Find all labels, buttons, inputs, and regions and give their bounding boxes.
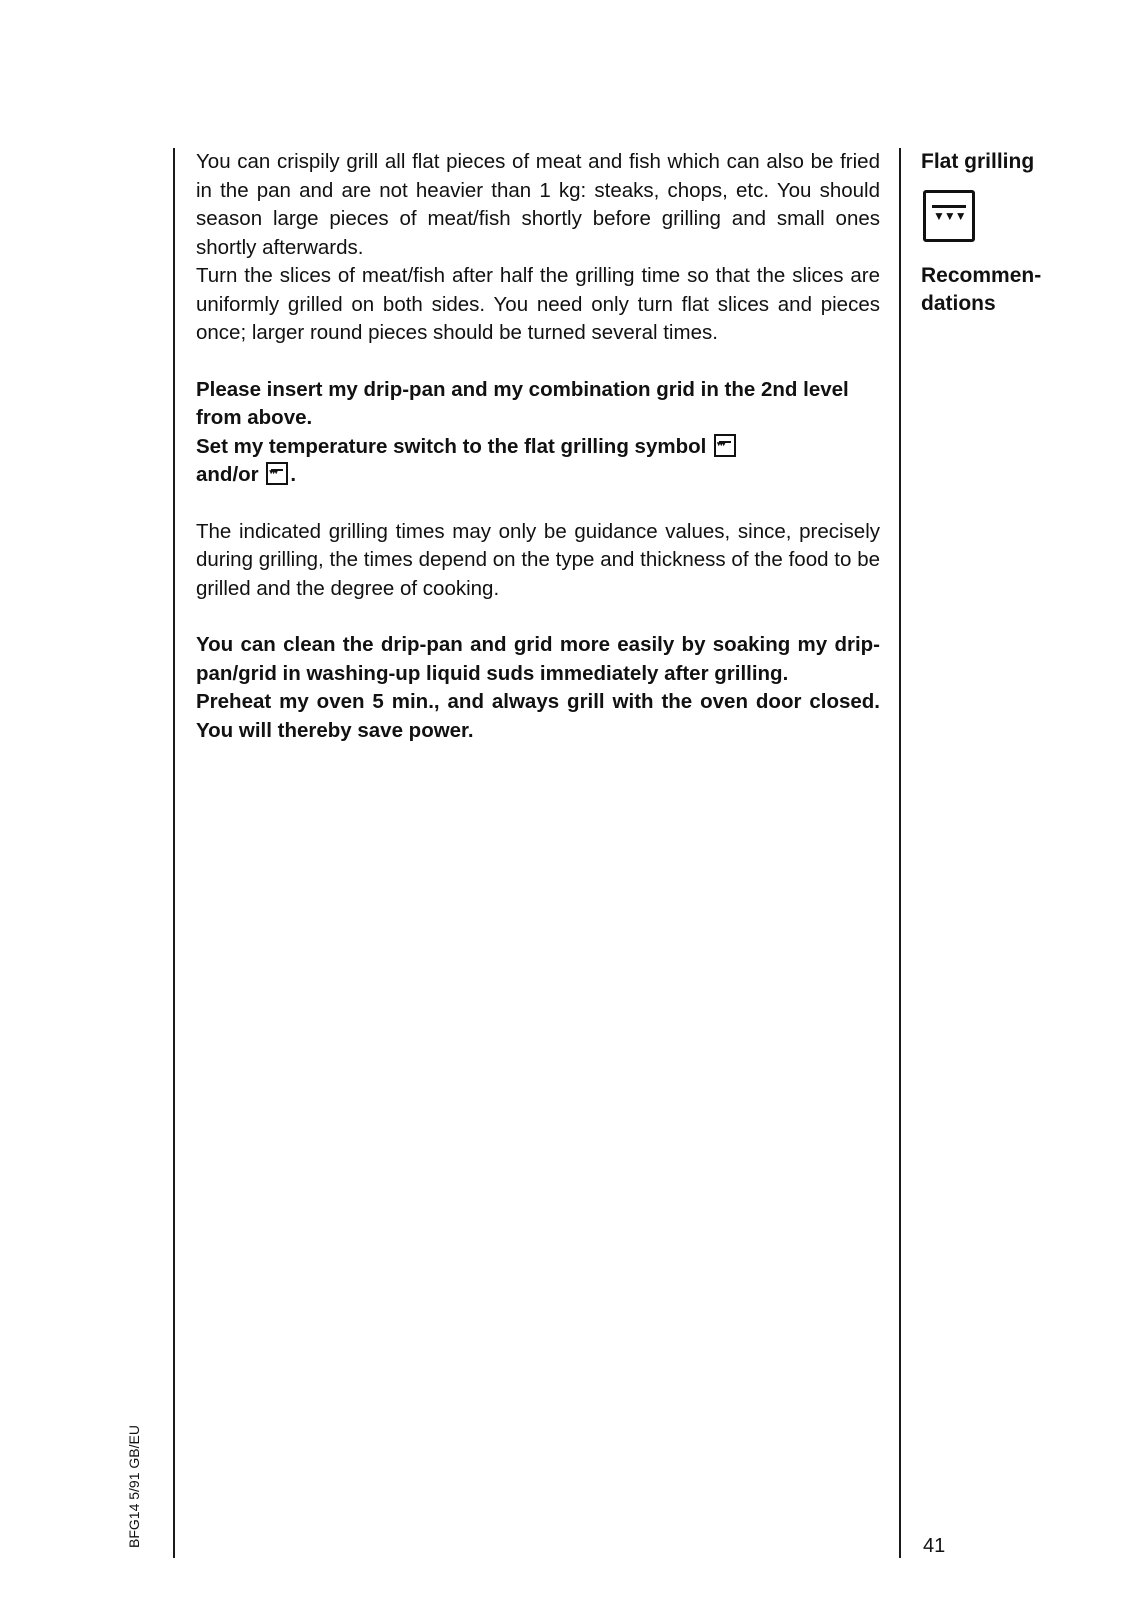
side-column xyxy=(921,148,1111,318)
turn-paragraph: Turn the slices of meat/fish after half the grilling time so that the slices are uniformly grilled on both sides. You need only turn flat slices and pieces once; larger round pieces should be turned several times. xyxy=(196,264,880,344)
preheat-paragraph: Preheat my oven 5 min., and always grill with the oven door closed. You will thereby save power. xyxy=(196,690,880,742)
intro-paragraph: You can crispily grill all flat pieces of meat and fish which can also be fried in the pan and are not heavier than 1 kg: steaks, chops, etc. You should season large pieces of meat/fish shortly before grilling and small ones shortly afterwards. xyxy=(196,150,880,259)
set-switch-end: . xyxy=(290,463,297,486)
full-grill-symbol-icon xyxy=(266,462,288,485)
recommendations-heading: Recommen- dations xyxy=(921,264,1042,315)
set-switch-andor: and/or xyxy=(196,463,259,486)
right-margin-rule xyxy=(899,148,901,1558)
insert-instruction: Please insert my drip-pan and my combination grid in the 2nd level from above. xyxy=(196,377,849,429)
flat-grill-symbol-icon xyxy=(714,434,736,457)
guidance-paragraph: The indicated grilling times may only be guidance values, since, precisely during grilling, the times depend on the type and thickness of the food to be grilled and the degree of cooking. xyxy=(196,519,880,600)
flat-grill-symbol-icon xyxy=(923,190,975,242)
main-column xyxy=(196,148,880,745)
flat-grilling-heading: Flat grilling xyxy=(921,150,1035,173)
page-number: 41 xyxy=(923,1535,946,1557)
clean-paragraph: You can clean the drip-pan and grid more easily by soaking my drip-pan/grid in washing-up liquid suds immediately after grilling. xyxy=(196,633,880,685)
document-code: BFG14 5/91 GB/EU xyxy=(126,1425,142,1548)
left-margin-rule xyxy=(173,148,175,1558)
set-switch-prefix: Set my temperature switch to the flat grilling symbol xyxy=(196,434,707,458)
set-switch-instruction xyxy=(196,433,880,490)
